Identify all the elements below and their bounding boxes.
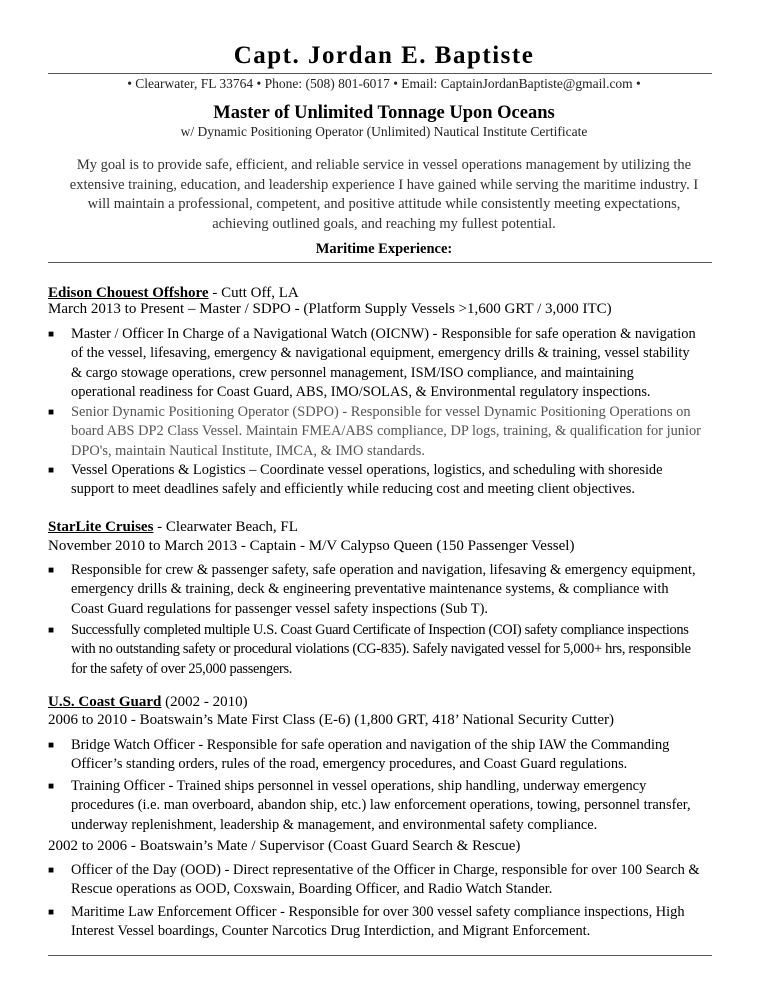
objective-statement: My goal is to provide safe, efficient, and reliable service in vessel operations management by utilizing the extensive training, education, and leadership experience I have gained while serving the maritime industry. I will maintain a professional, competent, and positive attitude while consistently meeting expectations, achieving outlined goals, and reaching my fullest potential.	[69, 157, 699, 232]
bullet-text: Successfully completed multiple U.S. Coast Guard Certificate of Inspection (COI) safety compliance inspections with no outstanding safety or procedural violations (CG-835). Safely navigated vessel for 5,000+ hrs, responsible for the safety of over 25,000 passengers.	[71, 622, 691, 677]
company-location: - Cutt Off, LA	[208, 285, 299, 301]
bullet-icon: ■	[48, 465, 55, 476]
job-role-line: November 2010 to March 2013 - Captain - M/V Calypso Queen (150 Passenger Vessel)	[48, 538, 575, 554]
job-role-line: 2006 to 2010 - Boatswain’s Mate First Class (E-6) (1,800 GRT, 418’ National Security Cutter)	[48, 712, 614, 728]
candidate-name: Capt. Jordan E. Baptiste	[233, 42, 535, 69]
job-role-line: March 2013 to Present – Master / SDPO - (Platform Supply Vessels >1,600 GRT / 3,000 ITC)	[48, 301, 612, 317]
professional-headline: Master of Unlimited Tonnage Upon Oceans	[213, 103, 555, 123]
bottom-rule	[48, 955, 712, 956]
bullet-icon: ■	[48, 625, 55, 636]
bullet-icon: ■	[48, 565, 55, 576]
bullet-text: Bridge Watch Officer - Responsible for safe operation and navigation of the ship IAW the Commanding Officer’s standing orders, rules of the road, emergency procedures, and Coast Guard regulations.	[71, 737, 670, 773]
job-company-line	[48, 693, 248, 712]
company-name: U.S. Coast Guard	[48, 694, 162, 710]
bullet-icon: ■	[48, 329, 55, 340]
company-name: Edison Chouest Offshore	[48, 285, 209, 301]
professional-subheadline: w/ Dynamic Positioning Operator (Unlimited) Nautical Institute Certificate	[180, 124, 588, 139]
bullet-text: Master / Officer In Charge of a Navigational Watch (OICNW) - Responsible for safe operation & navigation of the vessel, lifesaving, emergency & navigational equipment, emergency drills & training, vessel stability & cargo stowage operations, crew personnel management, ISM/ISO compliance, and maintaining operational readiness for Coast Guard, ABS, IMO/SOLAS, & Environmental regulatory inspections.	[71, 326, 696, 400]
bullet-text: Vessel Operations & Logistics – Coordinate vessel operations, logistics, and scheduling with shoreside support to meet deadlines safely and efficiently while reducing cost and meeting client objectives.	[71, 462, 663, 498]
bullet-icon: ■	[48, 407, 55, 418]
bullet-icon: ■	[48, 781, 55, 792]
section-rule	[48, 262, 712, 263]
company-name: StarLite Cruises	[48, 519, 154, 535]
bullet-icon: ■	[48, 907, 55, 918]
bullet-text: Responsible for crew & passenger safety, safe operation and navigation, lifesaving & emergency equipment, emergency drills & training, deck & engineering preventative maintenance systems, & compliance with Coast Guard regulations for passenger vessel safety inspections (Sub T).	[71, 562, 696, 617]
bullet-text: Maritime Law Enforcement Officer - Responsible for over 300 vessel safety compliance inspections, High Interest Vessel boardings, Counter Narcotics Drug Interdiction, and Migrant Enforcement.	[71, 904, 685, 940]
bullet-icon: ■	[48, 740, 55, 751]
company-location: - Clearwater Beach, FL	[153, 519, 298, 535]
bullet-icon: ■	[48, 865, 55, 876]
section-heading-text: Maritime Experience:	[315, 241, 453, 257]
job-role-line-secondary: 2002 to 2006 - Boatswain’s Mate / Supervisor (Coast Guard Search & Rescue)	[48, 838, 521, 854]
contact-line: • Clearwater, FL 33764 • Phone: (508) 801-6017 • Email: CaptainJordanBaptiste@gmail.com •	[127, 76, 641, 91]
section-heading-maritime-experience	[0, 239, 768, 259]
bullet-text: Officer of the Day (OOD) - Direct representative of the Officer in Charge, responsible for over 100 Search & Rescue operations as OOD, Coxswain, Boarding Officer, and Radio Watch Stander.	[71, 862, 700, 898]
bullet-text: Senior Dynamic Positioning Operator (SDPO) - Responsible for vessel Dynamic Positioning Operations on board ABS DP2 Class Vessel. Maintain FMEA/ABS compliance, DP logs, training, & qualification for junior DPO's, maintain Nautical Institute, IMCA, & IMO standards.	[71, 404, 701, 459]
company-location: (2002 - 2010)	[161, 694, 248, 710]
job-company-line	[48, 518, 298, 537]
bullet-text: Training Officer - Trained ships personnel in vessel operations, ship handling, underway emergency procedures (i.e. man overboard, abandon ship, etc.) law enforcement operations, towing, personnel transfer, underway replenishment, leadership & management, and environmental safety compliance.	[71, 778, 691, 833]
